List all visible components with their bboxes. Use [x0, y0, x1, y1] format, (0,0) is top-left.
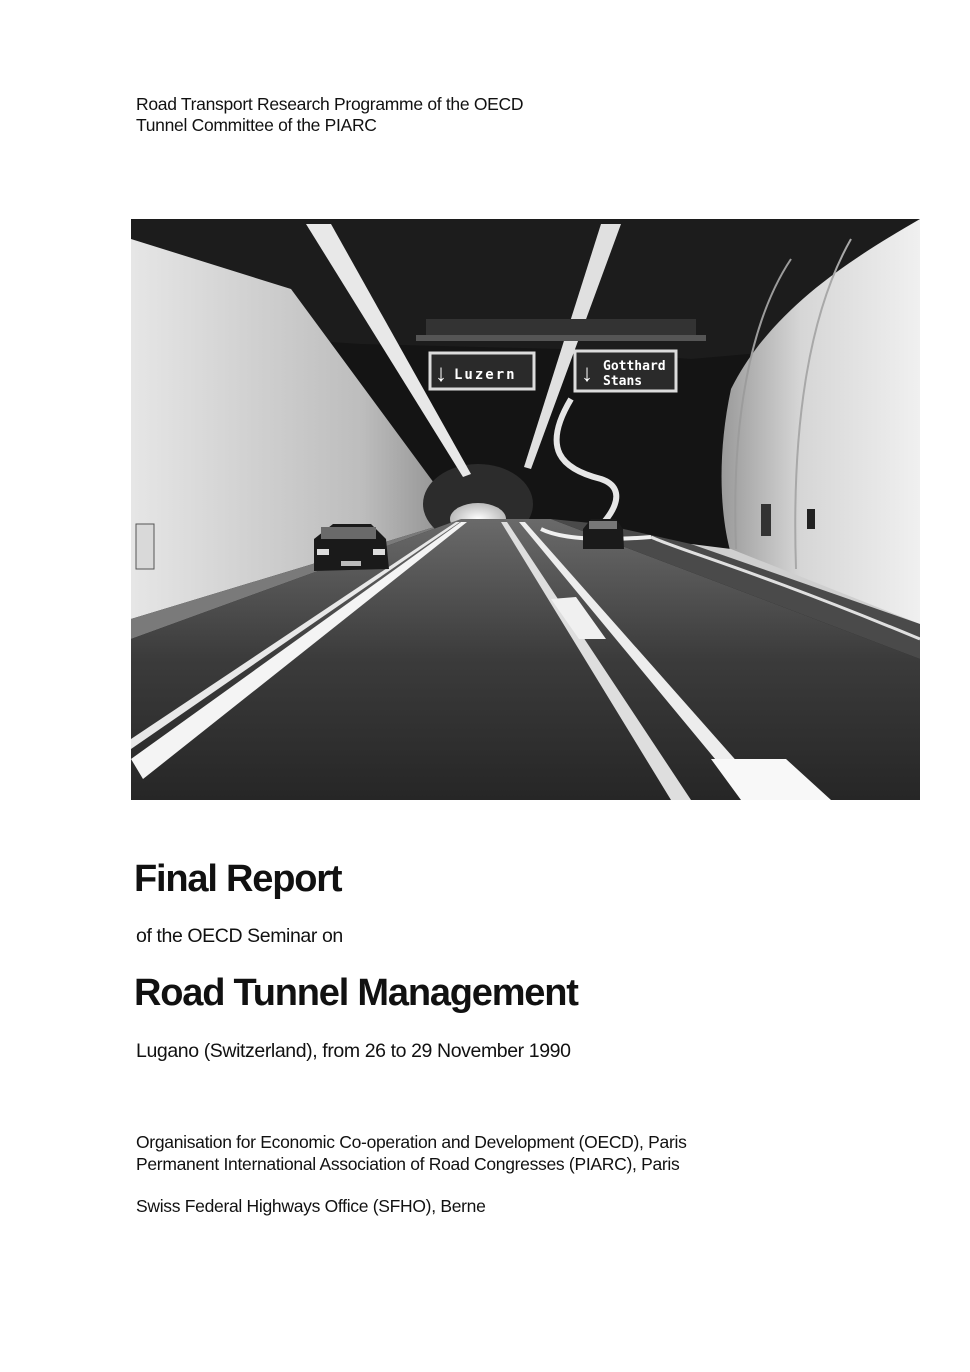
- car-left: [314, 524, 389, 571]
- header-block: [136, 94, 523, 136]
- tunnel-photo: [131, 219, 920, 800]
- header-line-piarc-committee: Tunnel Committee of the PIARC: [136, 115, 377, 135]
- sign-luzern-text: Luzern: [454, 367, 517, 383]
- organisations-block: [136, 1131, 687, 1175]
- sign-luzern: [430, 353, 534, 389]
- org-oecd: Organisation for Economic Co-operation and Development (OECD), Paris: [136, 1132, 687, 1152]
- report-topic: Road Tunnel Management: [134, 972, 578, 1014]
- sign-stans-text: Stans: [603, 374, 643, 389]
- svg-text:↓: ↓: [435, 360, 447, 387]
- report-title: Final Report: [134, 858, 342, 900]
- car-right: [583, 519, 624, 549]
- svg-text:↓: ↓: [581, 360, 593, 387]
- report-subtitle: of the OECD Seminar on: [136, 925, 343, 947]
- header-line-oecd-programme: Road Transport Research Programme of the OECD: [136, 94, 524, 114]
- org-piarc: Permanent International Association of Road Congresses (PIARC), Paris: [136, 1154, 680, 1174]
- report-venue: Lugano (Switzerland), from 26 to 29 November 1990: [136, 1040, 571, 1062]
- sign-gotthard-stans: [575, 351, 676, 391]
- sign-gotthard-text: Gotthard: [603, 359, 666, 374]
- org-sfho: Swiss Federal Highways Office (SFHO), Berne: [136, 1196, 486, 1216]
